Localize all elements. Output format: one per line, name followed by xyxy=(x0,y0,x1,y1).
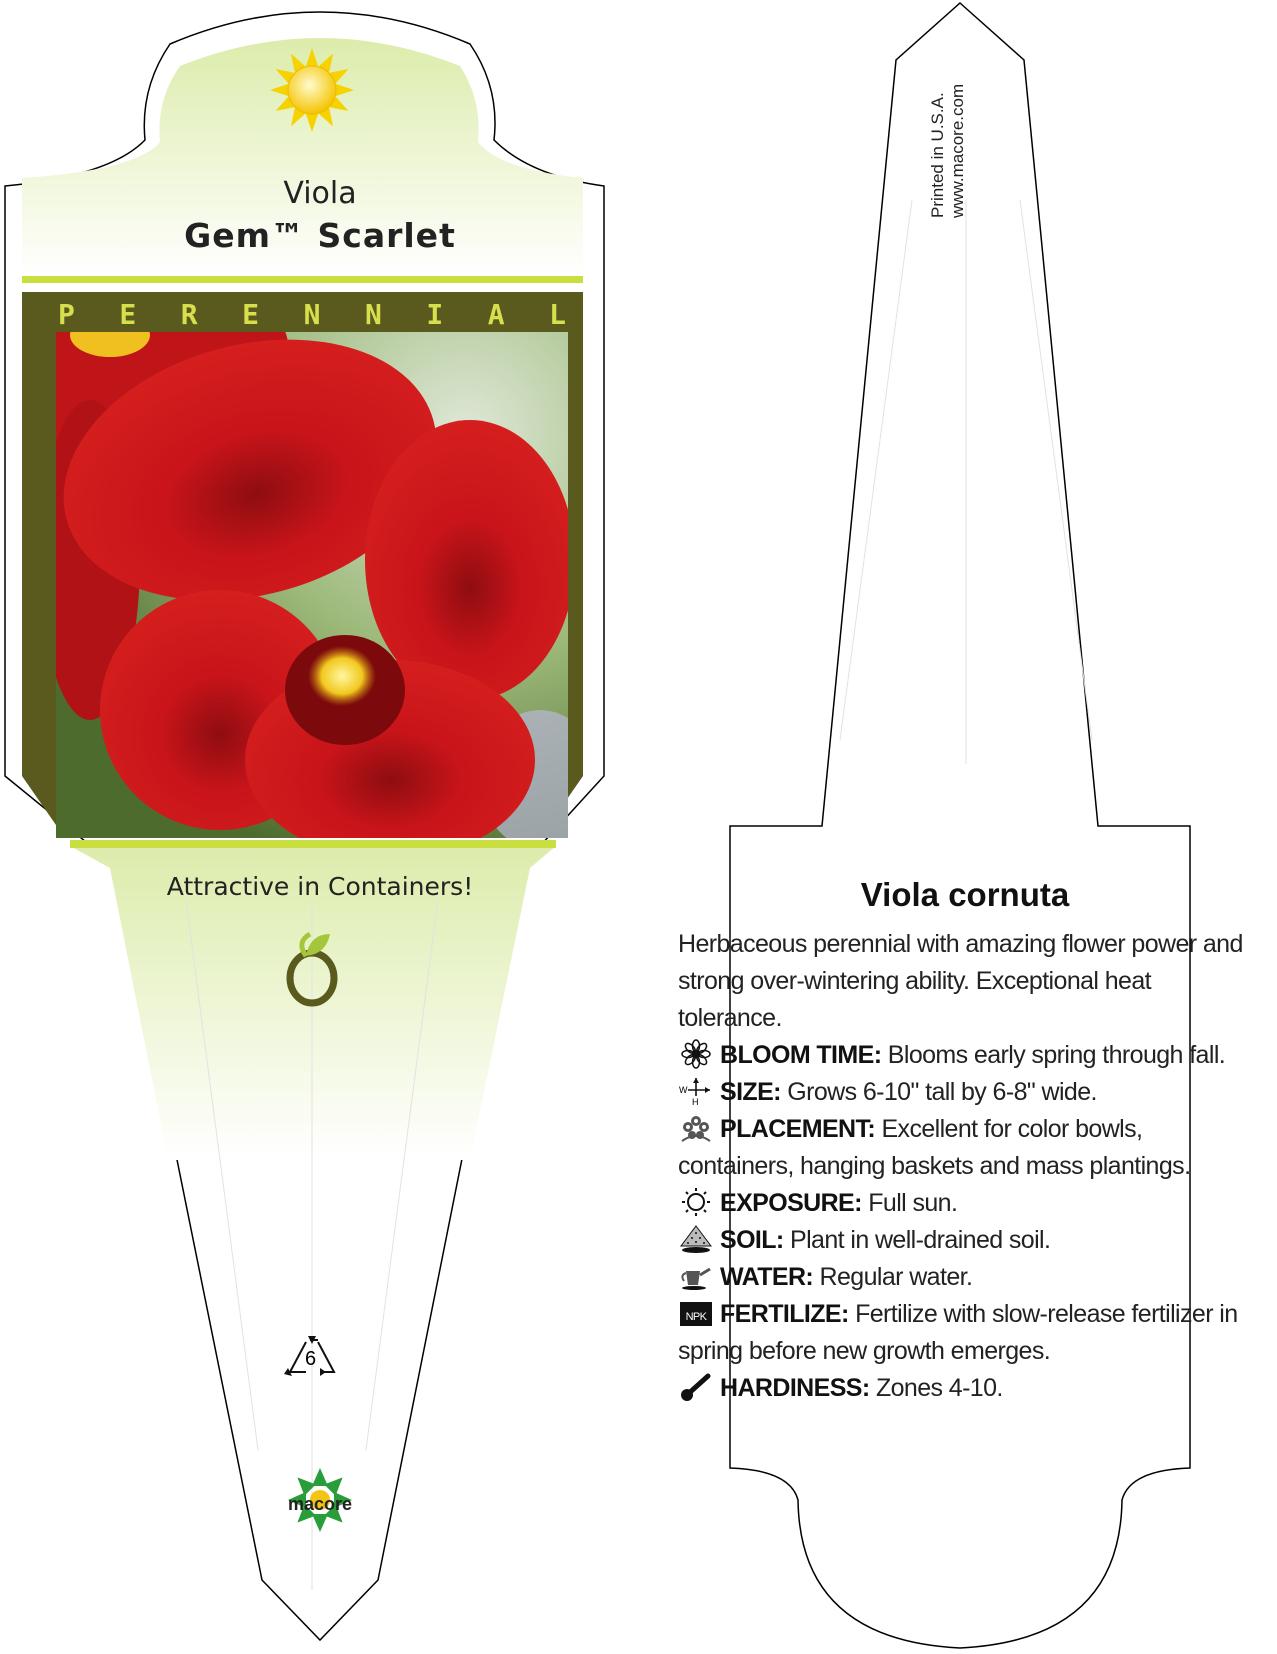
flower-photo xyxy=(10,250,600,860)
category-label xyxy=(58,298,566,331)
npk-icon xyxy=(678,1298,714,1328)
info-label: SIZE: xyxy=(720,1078,781,1106)
info-text: Excellent for color bowls, containers, hanging baskets and mass plantings. xyxy=(678,1115,1191,1180)
info-text: Full sun. xyxy=(868,1189,958,1217)
printed-info xyxy=(928,48,972,218)
botanical-name: Viola cornuta xyxy=(860,876,1070,913)
recycle-number: 6 xyxy=(305,1348,317,1370)
category-letter: E xyxy=(242,298,260,331)
placement-icon xyxy=(678,1113,714,1143)
info-label: EXPOSURE: xyxy=(720,1189,862,1217)
website-text: www.macore.com xyxy=(948,83,967,218)
info-label: SOIL: xyxy=(720,1226,784,1254)
info-fertilize xyxy=(678,1296,1248,1370)
category-letter: P xyxy=(58,298,75,331)
watering-can-icon xyxy=(678,1261,714,1291)
info-placement xyxy=(678,1111,1248,1185)
info-size xyxy=(678,1074,1248,1111)
info-text: Fertilize with slow-release fertilizer in spring before new growth emerges. xyxy=(678,1300,1238,1365)
category-letter: L xyxy=(549,298,566,331)
category-letter: I xyxy=(426,298,444,331)
info-text: Grows 6-10" tall by 6-8" wide. xyxy=(787,1078,1097,1106)
tagline: Attractive in Containers! xyxy=(166,872,474,901)
plant-cultivar: Gem™ Scarlet xyxy=(184,216,456,255)
thermometer-icon xyxy=(678,1372,714,1402)
info-exposure xyxy=(678,1185,1248,1222)
info-label: PLACEMENT: xyxy=(720,1115,876,1143)
brand-name: macore xyxy=(287,1494,353,1514)
info-text: Blooms early spring through fall. xyxy=(887,1041,1226,1069)
info-label: HARDINESS: xyxy=(720,1374,870,1402)
info-hardiness xyxy=(678,1370,1248,1407)
npk-text: NPK xyxy=(685,1311,707,1323)
info-label: BLOOM TIME: xyxy=(720,1041,882,1069)
info-text: Regular water. xyxy=(819,1263,973,1291)
info-label: FERTILIZE: xyxy=(720,1300,849,1328)
info-label: WATER: xyxy=(720,1263,814,1291)
info-soil xyxy=(678,1222,1248,1259)
category-letter: A xyxy=(487,298,505,331)
description: Herbaceous perennial with amazing flower power and strong over-wintering ability. Exceptional heat tolerance. xyxy=(678,930,1243,1032)
category-letter: E xyxy=(119,298,137,331)
size-icon-w: W xyxy=(679,1085,687,1095)
flower-icon xyxy=(678,1039,714,1069)
category-letter: N xyxy=(303,298,321,331)
category-letter: R xyxy=(180,298,198,331)
care-info xyxy=(678,926,1248,1407)
info-text: Zones 4-10. xyxy=(875,1374,1003,1402)
plant-genus: Viola xyxy=(283,176,357,211)
info-text: Plant in well-drained soil. xyxy=(790,1226,1051,1254)
size-icon-h: H xyxy=(692,1097,698,1106)
info-bloom-time xyxy=(678,1037,1248,1074)
printed-text: Printed in U.S.A. xyxy=(928,92,947,218)
category-letter: N xyxy=(364,298,382,331)
size-icon xyxy=(678,1076,714,1106)
sun-outline-icon xyxy=(678,1187,714,1217)
info-water xyxy=(678,1259,1248,1296)
soil-icon xyxy=(678,1224,714,1254)
